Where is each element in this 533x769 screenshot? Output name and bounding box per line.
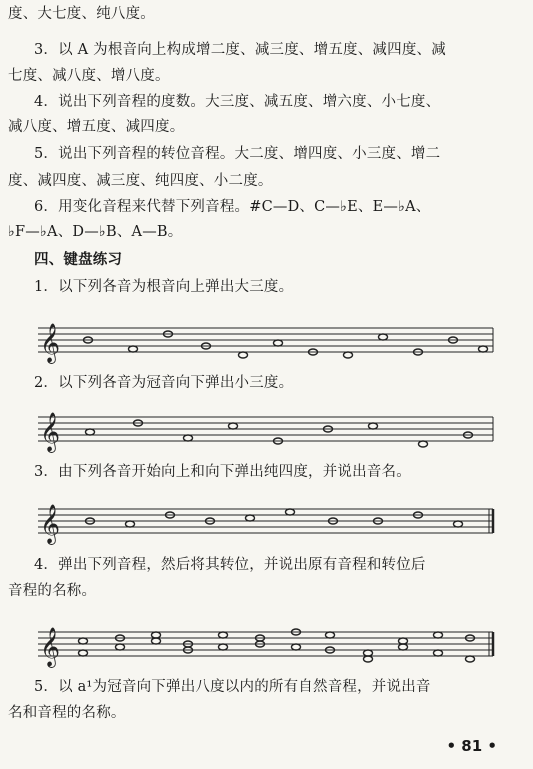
- exercise-4: 4．弹出下列音程，然后将其转位，并说出原有音程和转位后: [34, 557, 426, 573]
- svg-text:𝄞: 𝄞: [40, 627, 61, 667]
- line-4: 减八度、增五度、减四度。: [8, 119, 185, 135]
- svg-text:𝄞: 𝄞: [40, 323, 61, 363]
- line-1: 3．以 A 为根音向上构成增二度、减三度、增五度、减四度、减: [34, 42, 446, 58]
- exercise-4-cont: 音程的名称。: [8, 583, 97, 599]
- line-8: ♭F—♭A、D—♭B、A—B。: [8, 224, 183, 240]
- section-heading: 四、键盘练习: [34, 252, 123, 268]
- music-staff-3: [38, 499, 498, 545]
- line-0: 度、大七度、纯八度。: [8, 6, 155, 22]
- line-5: 5．说出下列音程的转位音程。大二度、增四度、小三度、增二: [34, 146, 441, 162]
- exercise-5: 5．以 a¹为冠音向下弹出八度以内的所有自然音程，并说出音: [34, 679, 431, 695]
- music-staff-2: [38, 407, 498, 453]
- line-2: 七度、减八度、增八度。: [8, 68, 170, 84]
- music-staff-4: [38, 622, 498, 672]
- exercise-2: 2．以下列各音为冠音向下弹出小三度。: [34, 375, 294, 391]
- line-7: 6．用变化音程来代替下列音程。#C—D、C—♭E、E—♭A、: [34, 199, 431, 215]
- music-staff-1: [38, 318, 498, 364]
- exercise-1: 1．以下列各音为根音向上弹出大三度。: [34, 279, 294, 295]
- svg-text:𝄞: 𝄞: [40, 412, 61, 452]
- svg-text:𝄞: 𝄞: [40, 504, 61, 544]
- exercise-3: 3．由下列各音开始向上和向下弹出纯四度，并说出音名。: [34, 464, 411, 480]
- line-3: 4．说出下列音程的度数。大三度、减五度、增六度、小七度、: [34, 94, 441, 110]
- line-6: 度、减四度、减三度、纯四度、小二度。: [8, 173, 273, 189]
- exercise-5-cont: 名和音程的名称。: [8, 705, 126, 721]
- page-number: • 81 •: [446, 737, 497, 755]
